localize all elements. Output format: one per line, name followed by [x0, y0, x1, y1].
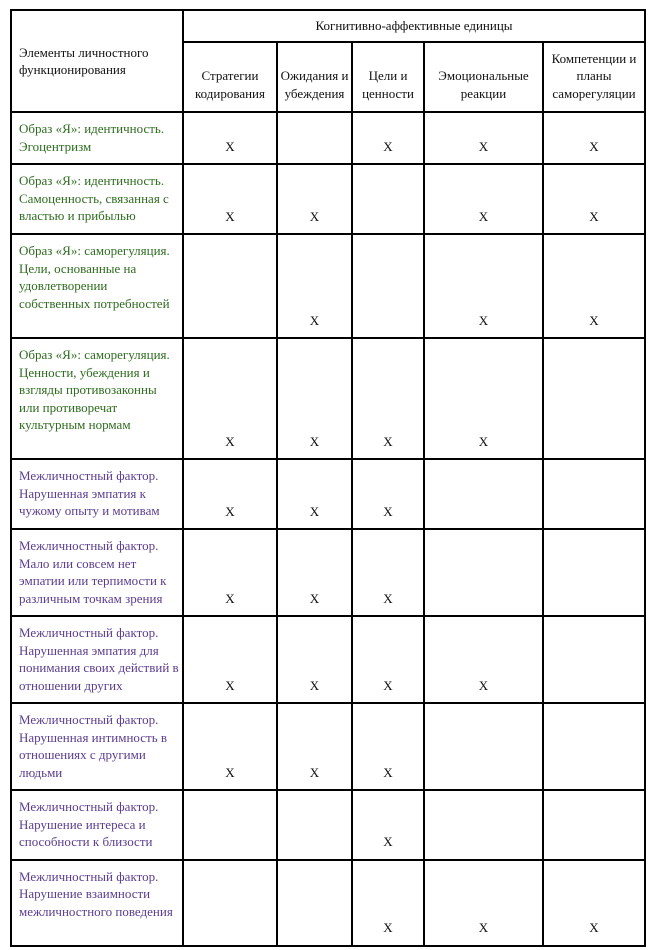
- mark-cell: [183, 790, 277, 860]
- mark-cell: X: [424, 164, 543, 234]
- mark-cell: X: [352, 790, 424, 860]
- row-label: Межличностный фактор. Нарушенная интимность в отношениях с другими людьми: [11, 703, 183, 790]
- table-row: [11, 703, 645, 790]
- document-page: [10, 9, 646, 947]
- mark-cell: X: [352, 338, 424, 459]
- mark-cell: X: [543, 112, 645, 164]
- row-label: Межличностный фактор. Нарушение интереса и способности к близости: [11, 790, 183, 860]
- mark-cell: X: [352, 112, 424, 164]
- mark-cell: [543, 703, 645, 790]
- mark-cell: X: [277, 338, 352, 459]
- mark-cell: X: [352, 860, 424, 946]
- row-label: Межличностный фактор. Нарушение взаимности межличностного поведения: [11, 860, 183, 946]
- mark-cell: X: [352, 616, 424, 703]
- mark-cell: [424, 703, 543, 790]
- mark-cell: [424, 459, 543, 529]
- column-header-encoding: Стратегии кодирования: [183, 42, 277, 112]
- row-label: Межличностный фактор. Нарушенная эмпатия к чужому опыту и мотивам: [11, 459, 183, 529]
- column-header-competencies: Компетенции и планы саморегуляции: [543, 42, 645, 112]
- table-row: [11, 234, 645, 338]
- column-header-expectations: Ожидания и убеждения: [277, 42, 352, 112]
- table-row: [11, 459, 645, 529]
- column-header-goals: Цели и ценности: [352, 42, 424, 112]
- column-header-emotions: Эмоциональные реакции: [424, 42, 543, 112]
- mark-cell: X: [352, 703, 424, 790]
- mark-cell: X: [277, 459, 352, 529]
- mark-cell: [424, 529, 543, 616]
- mark-cell: [543, 338, 645, 459]
- mark-cell: X: [183, 703, 277, 790]
- mark-cell: X: [352, 459, 424, 529]
- row-label: Межличностный фактор. Мало или совсем нет эмпатии или терпимости к различным точкам зрения: [11, 529, 183, 616]
- table-row: [11, 164, 645, 234]
- row-label: Образ «Я»: идентичность. Самоценность, связанная с властью и прибылью: [11, 164, 183, 234]
- mark-cell: X: [543, 234, 645, 338]
- header-row-group: [11, 10, 645, 42]
- mark-cell: X: [183, 529, 277, 616]
- table-row: [11, 112, 645, 164]
- mark-cell: X: [352, 529, 424, 616]
- row-label: Образ «Я»: идентичность. Эгоцентризм: [11, 112, 183, 164]
- mark-cell: X: [183, 459, 277, 529]
- mark-cell: X: [277, 529, 352, 616]
- mark-cell: [352, 234, 424, 338]
- mark-cell: [352, 164, 424, 234]
- table-row: [11, 529, 645, 616]
- table-row: [11, 338, 645, 459]
- mark-cell: X: [543, 860, 645, 946]
- group-header: Когнитивно-аффективные единицы: [183, 10, 645, 42]
- mark-cell: X: [183, 164, 277, 234]
- mark-cell: X: [183, 112, 277, 164]
- mark-cell: X: [543, 164, 645, 234]
- mark-cell: [183, 860, 277, 946]
- mark-cell: [424, 790, 543, 860]
- corner-header: Элементы личностного функционирования: [11, 10, 183, 112]
- mark-cell: [543, 616, 645, 703]
- mark-cell: X: [424, 112, 543, 164]
- mark-cell: X: [424, 338, 543, 459]
- table-row: [11, 790, 645, 860]
- mark-cell: X: [277, 164, 352, 234]
- row-label: Образ «Я»: саморегуляция. Ценности, убеждения и взгляды противозаконны или противоречат культурным нормам: [11, 338, 183, 459]
- mark-cell: [277, 790, 352, 860]
- mark-cell: [277, 112, 352, 164]
- mark-cell: [543, 529, 645, 616]
- mark-cell: [543, 459, 645, 529]
- mark-cell: [183, 234, 277, 338]
- personality-functioning-table: [10, 9, 646, 947]
- mark-cell: X: [424, 234, 543, 338]
- table-row: [11, 616, 645, 703]
- mark-cell: X: [277, 234, 352, 338]
- row-label: Образ «Я»: саморегуляция. Цели, основанные на удовлетворении собственных потребностей: [11, 234, 183, 338]
- table-row: [11, 860, 645, 946]
- mark-cell: X: [424, 860, 543, 946]
- mark-cell: X: [277, 703, 352, 790]
- mark-cell: [277, 860, 352, 946]
- mark-cell: X: [183, 338, 277, 459]
- mark-cell: X: [424, 616, 543, 703]
- mark-cell: X: [277, 616, 352, 703]
- mark-cell: X: [183, 616, 277, 703]
- row-label: Межличностный фактор. Нарушенная эмпатия для понимания своих действий в отношении других: [11, 616, 183, 703]
- mark-cell: [543, 790, 645, 860]
